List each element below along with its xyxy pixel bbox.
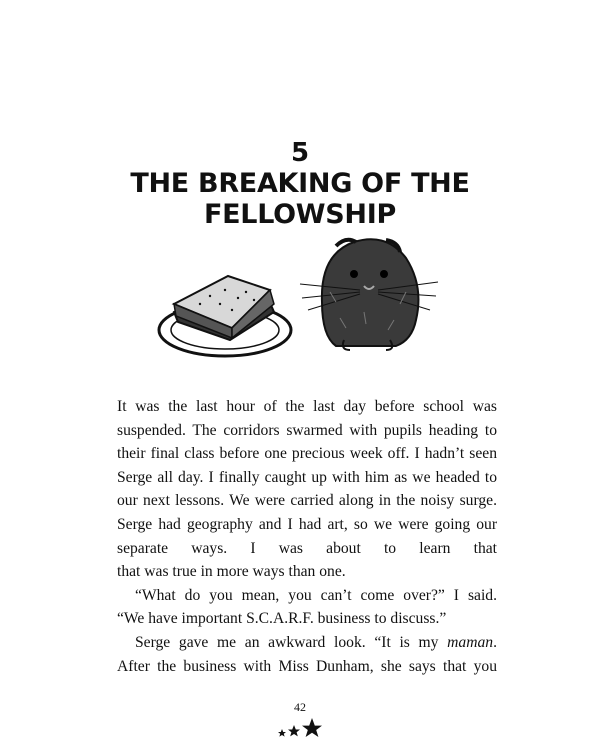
- text-line: were going our separate ways. I was about to learn that: [117, 515, 498, 557]
- paragraph: [117, 584, 497, 608]
- sandwich-on-plate-icon: [159, 276, 291, 356]
- text-line: noisy surge. Serge had geography and I had art, so we: [117, 492, 498, 533]
- stars-icon: [276, 716, 326, 738]
- text-line: It was the last hour of the last day before school was: [117, 398, 497, 415]
- text-line: After the business with Miss Dunham, she says that you: [117, 657, 497, 675]
- chapter-title-line: THE BREAKING OF THE: [130, 168, 470, 199]
- body-text: [117, 395, 497, 678]
- guinea-pig-icon: [300, 239, 438, 350]
- chapter-number: 5: [290, 138, 310, 168]
- text-line: to their final class before one precious week off. I hadn’t: [117, 421, 497, 463]
- paragraph: [117, 631, 497, 655]
- chapter-illustration: [150, 232, 440, 367]
- text-line: that was true in more ways than one.: [117, 563, 346, 581]
- paragraph: [117, 395, 497, 560]
- paragraph: [117, 655, 497, 679]
- text-line: suspended. The corridors swarmed with pupils heading: [117, 421, 479, 439]
- text-line: seen Serge all day. I finally caught up with him as we: [117, 445, 497, 486]
- text-line: “What do you mean, you can’t come over?” I said.: [135, 586, 497, 604]
- text-line: “We have important S.C.A.R.F. business to discuss.”: [117, 610, 447, 628]
- page-number: 42: [294, 700, 306, 714]
- text-line: headed to our next lessons. We were carried along in the: [117, 468, 497, 510]
- text-line-part: Serge gave me an awkward look. “It is my: [135, 633, 448, 651]
- paragraph-end: [117, 607, 497, 631]
- paragraph-end: [117, 560, 497, 584]
- chapter-title-line: FELLOWSHIP: [204, 199, 396, 230]
- italic-word: maman: [447, 633, 494, 651]
- chapter-title: [0, 168, 600, 230]
- text-line-part: .: [493, 633, 497, 651]
